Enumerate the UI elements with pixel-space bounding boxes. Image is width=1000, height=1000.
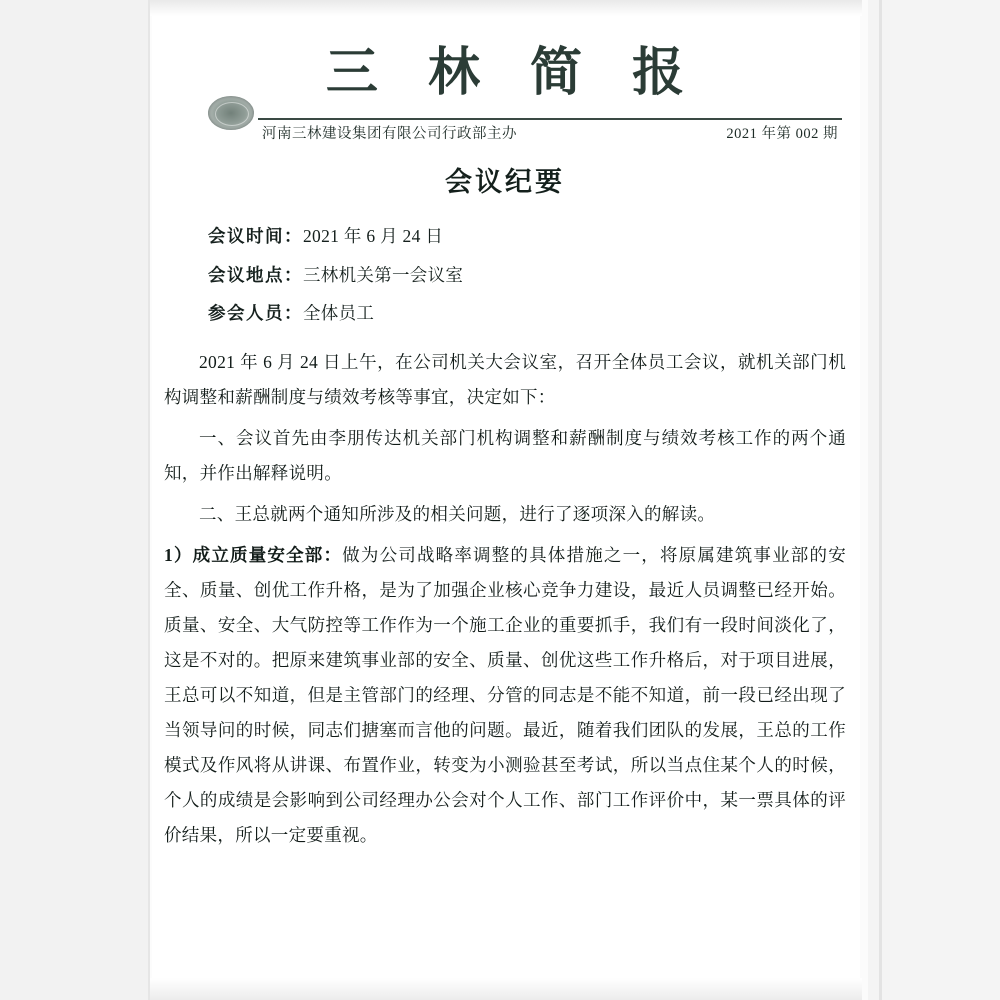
meeting-meta-list	[150, 217, 860, 333]
paragraph-item-one: 一、会议首先由李朋传达机关部门机构调整和薪酬制度与绩效考核工作的两个通知，并作出解释说明。	[164, 427, 846, 483]
paragraph-lead-label: 1）成立质量安全部：	[164, 544, 343, 565]
publication-title: 三 林 简 报	[325, 42, 701, 103]
meta-label-time: 会议时间：	[208, 226, 303, 246]
paragraph-lead-text: 做为公司战略率调整的具体措施之一，将原属建筑事业部的安全、质量、创优工作升格，是为了加强企业核心竞争力建设，最近人员调整已经开始。质量、安全、大气防控等工作作为一个施工企业的重要抓手，我们有一段时间淡化了，这是不对的。把原来建筑事业部的安全、质量、创优这些工作升格后，对于项目进展，王总可以不知道，但是主管部门的经理、分管的同志是不能不知道，前一段已经出现了当领导问的时候，同志们搪塞而言他的问题。最近，随着我们团队的发展，王总的工作模式及作风将从讲课、布置作业，转变为小测验甚至考试，所以当点住某个人的时候，个人的成绩是会影响到公司经理办公会对个人工作、部门工作评价中，某一票具体的评价结果，所以一定要重视。	[164, 544, 846, 845]
masthead	[150, 0, 860, 142]
page-title: 会议纪要	[445, 167, 565, 198]
page-right-edge	[879, 0, 882, 1000]
meta-value-time: 2021 年 6 月 24 日	[303, 226, 444, 246]
paragraph-item-two: 二、王总就两个通知所涉及的相关问题，进行了逐项深入的解读。	[199, 503, 716, 524]
company-seal-icon	[208, 96, 254, 130]
meta-row	[150, 294, 860, 333]
meta-row	[150, 217, 860, 256]
issue-number: 2021 年第 002 期	[726, 126, 838, 142]
meta-value-attendees: 全体员工	[303, 303, 375, 323]
paragraph-item-two-sub-one	[150, 538, 860, 853]
meta-value-place: 三林机关第一会议室	[303, 264, 464, 285]
spacer	[150, 333, 860, 339]
document-body	[150, 150, 860, 853]
meta-row	[150, 256, 860, 295]
meta-label-attendees: 参会人员：	[208, 303, 303, 323]
publisher-line: 河南三林建设集团有限公司行政部主办	[262, 126, 517, 142]
masthead-divider	[258, 118, 842, 120]
document-page	[150, 0, 860, 1000]
meta-label-place: 会议地点：	[208, 264, 303, 285]
paragraph-intro: 2021 年 6 月 24 日上午，在公司机关大会议室，召开全体员工会议，就机关部门机构调整和薪酬制度与绩效考核等事宜，决定如下：	[164, 351, 846, 407]
